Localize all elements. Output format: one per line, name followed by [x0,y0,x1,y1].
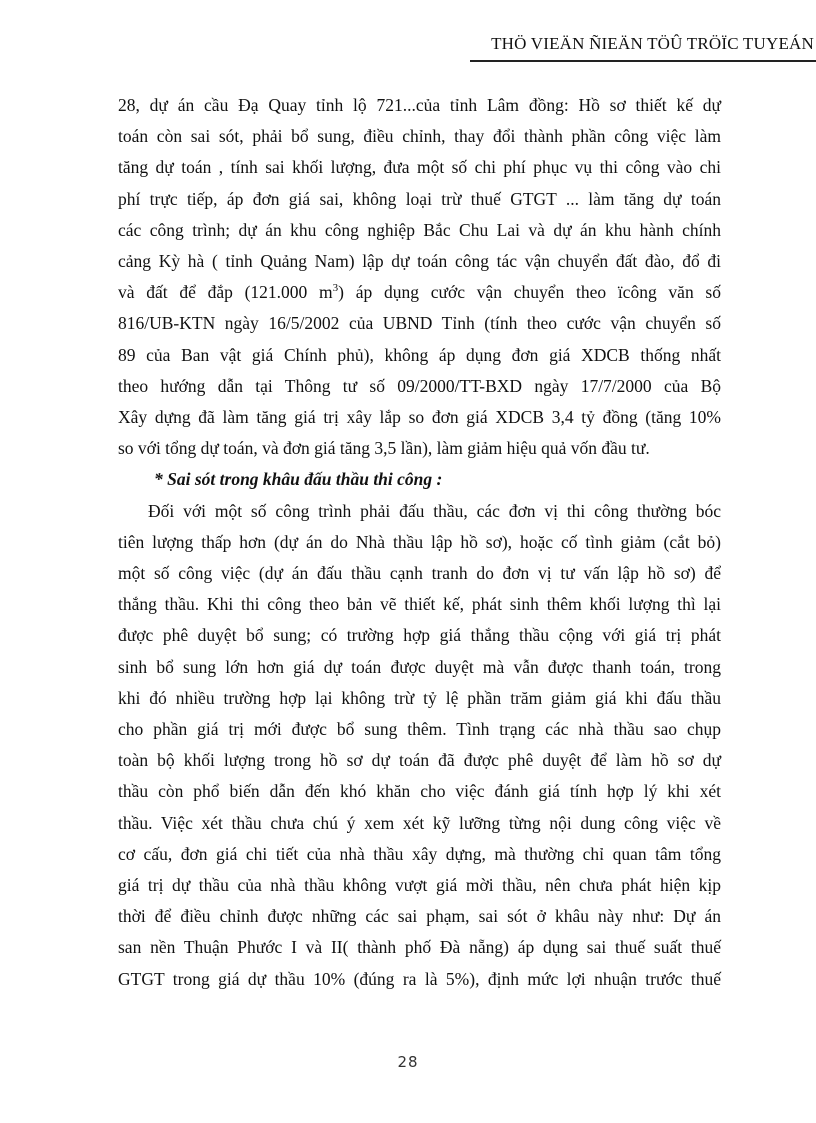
header-rule [470,60,816,62]
text-line: GTGT trong giá dự thầu 10% (đúng ra là 5%), định mức lợi nhuận trước thuế [118,968,721,989]
text-segment: và đất để đắp (121.000 m [118,282,333,303]
text-line: 28, dự án cầu Đạ Quay tỉnh lộ 721...của tỉnh Lâm đồng: Hồ sơ thiết kế dự [118,95,721,115]
text-line: thắng thầu. Khi thi công theo bản vẽ thiết kế, phát sinh thêm khối lượng thì lại [118,594,721,615]
header-title: THÖ VIEÄN ÑIEÄN TÖÛ TRÖÏC TUYEÁN [491,34,814,53]
page-body [118,90,721,995]
text-line: 89 của Ban vật giá Chính phủ), không áp dụng đơn giá XDCB thống nhất [118,344,721,365]
superscript: 3 [332,282,339,295]
text-line: phí trực tiếp, áp đơn giá sai, không loại trừ thuế GTGT ... làm tăng dự toán [118,188,721,209]
paragraph-2 [118,496,721,995]
text-line: khi đó nhiều trường hợp lại không trừ tỷ lệ phần trăm giảm giá khi đấu thầu [118,687,721,708]
text-line: san nền Thuận Phước I và II( thành phố Đà nẵng) áp dụng sai thuế suất thuế [118,937,721,958]
paragraph-1 [118,90,721,464]
text-line-with-superscript [118,277,721,308]
text-line: sinh bổ sung lớn hơn giá dự toán được duyệt mà vẫn được thanh toán, trong [118,656,721,677]
text-line: cho phần giá trị mới được bổ sung thêm. Tình trạng các nhà thầu sao chụp [118,719,721,740]
page-number: 28 [397,1053,419,1071]
text-line: Đối với một số công trình phải đấu thầu, các đơn vị thi công thường bóc [148,500,721,521]
text-segment: ) áp dụng cước vận chuyển theo ïcông văn số [338,282,721,303]
text-line: so với tổng dự toán, và đơn giá tăng 3,5 lần), làm giảm hiệu quả vốn đầu tư. [118,438,650,459]
text-line: tiên lượng thấp hơn (dự án do Nhà thầu lập hồ sơ), hoặc cố tình giảm (cắt bỏ) [118,531,721,552]
section-heading: * Sai sót trong khâu đấu thầu thi công : [154,469,443,490]
text-line: Xây dựng đã làm tăng giá trị xây lắp so đơn giá XDCB 3,4 tỷ đồng (tăng 10% [118,407,721,428]
text-line: 816/UB-KTN ngày 16/5/2002 của UBND Tỉnh (tính theo cước vận chuyển số [118,313,721,334]
text-line: một số công việc (dự án đấu thầu cạnh tranh do đơn vị tư vấn lập hồ sơ) để [118,563,721,584]
text-line: giá trị dự thầu của nhà thầu không vượt giá mời thầu, nên chưa phát hiện kịp [118,875,721,896]
text-line: toàn bộ khối lượng trong hồ sơ dự toán đã được phê duyệt để làm hồ sơ dự [118,750,721,771]
text-line: cảng Kỳ hà ( tỉnh Quảng Nam) lập dự toán công tác vận chuyển đất đào, đổ đi [118,251,721,272]
text-line: thầu. Việc xét thầu chưa chú ý xem xét kỹ lưỡng từng nội dung công việc về [118,812,721,833]
text-line: các công trình; dự án khu công nghiệp Bắc Chu Lai và dự án khu hành chính [118,219,721,240]
text-line: thời để điều chỉnh được những các sai phạm, sai sót ở khâu này như: Dự án [118,906,721,927]
text-line: thầu còn phổ biến dẫn đến khó khăn cho việc đánh giá tính hợp lý khi xét [118,781,721,802]
text-line: được phê duyệt bổ sung; có trường hợp giá thắng thầu cộng với giá trị phát [118,625,721,646]
text-line: cơ cấu, đơn giá chi tiết của nhà thầu xây dựng, mà thường chỉ quan tâm tổng [118,843,721,864]
text-line: toán còn sai sót, phải bổ sung, điều chỉnh, thay đổi thành phần công việc làm [118,126,721,147]
text-line: theo hướng dẫn tại Thông tư số 09/2000/TT-BXD ngày 17/7/2000 của Bộ [118,375,721,396]
text-line: tăng dự toán , tính sai khối lượng, đưa một số chi phí phục vụ thi công vào chi [118,157,721,178]
